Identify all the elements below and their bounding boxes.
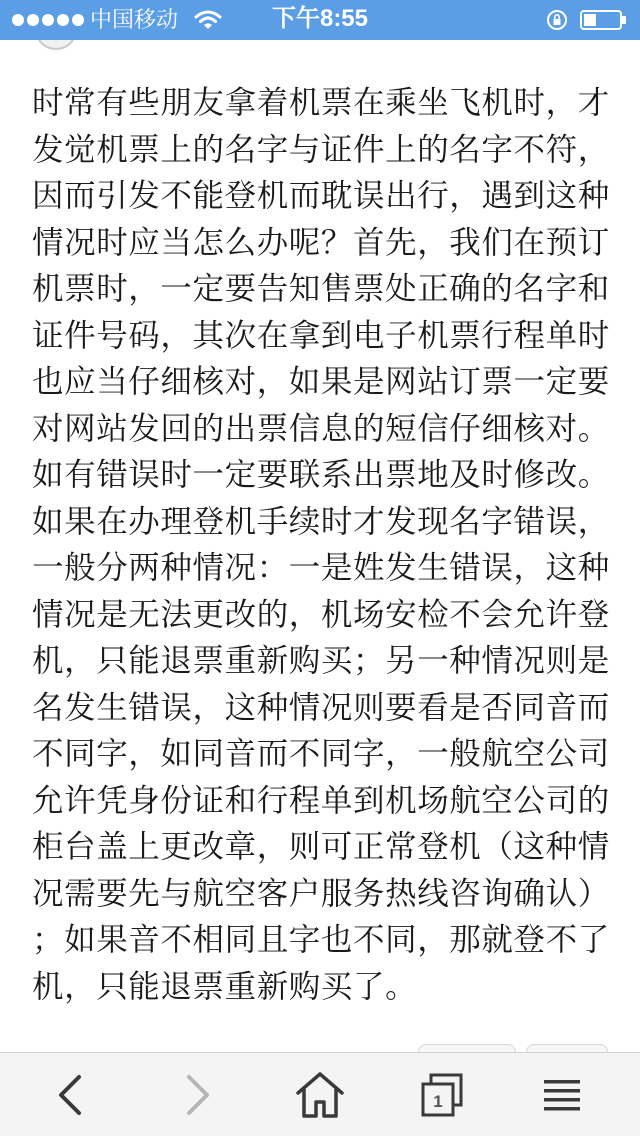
article-text <box>32 80 614 1010</box>
article-line: 如果在办理登机手续时才发现名字错误， <box>32 503 610 540</box>
article-line: 柜台盖上更改章，则可正常登机（这种情 <box>32 829 610 865</box>
forward-button[interactable] <box>158 1053 238 1136</box>
menu-icon <box>542 1077 582 1113</box>
back-button[interactable] <box>30 1053 110 1136</box>
battery-icon <box>580 10 628 30</box>
avatar <box>36 40 76 50</box>
tabs-icon <box>419 1072 465 1118</box>
carrier-name: 中国移动 <box>90 7 179 32</box>
partial-button[interactable] <box>526 1044 608 1052</box>
partial-button[interactable] <box>418 1044 516 1052</box>
article-line: 时常有些朋友拿着机票在乘坐飞机时，才 <box>32 85 610 121</box>
forward-icon <box>183 1073 213 1117</box>
tabs-button[interactable] <box>402 1053 482 1136</box>
status-bar <box>0 0 640 40</box>
back-icon <box>55 1073 85 1117</box>
article-line: 情况是无法更改的，机场安检不会允许登 <box>32 596 610 633</box>
status-time: 下午8:55 <box>271 5 369 32</box>
article-line: 机，只能退票重新购买了。 <box>32 968 418 1005</box>
article-line: 机票时，一定要告知售票处正确的名字和 <box>32 271 610 307</box>
article-line: 如有错误时一定要联系出票地及时修改。 <box>32 457 610 493</box>
article-line: 名发生错误，这种情况则要看是否同音而 <box>32 689 610 726</box>
article-content[interactable] <box>0 40 640 1052</box>
article-line: 机，只能退票重新购买；另一种情况则是 <box>32 643 610 679</box>
home-icon <box>294 1071 346 1119</box>
article-line: 况需要先与航空客户服务热线咨询确认） <box>32 875 610 912</box>
article-line: 发觉机票上的名字与证件上的名字不符， <box>32 131 610 168</box>
article-line: 证件号码，其次在拿到电子机票行程单时 <box>32 317 610 354</box>
browser-toolbar <box>0 1052 640 1136</box>
article-line: 对网站发回的出票信息的短信仔细核对。 <box>32 410 610 447</box>
article-line: 因而引发不能登机而耽误出行，遇到这种 <box>32 178 610 214</box>
article-line: 允许凭身份证和行程单到机场航空公司的 <box>32 782 610 819</box>
tab-count: 1 <box>433 1092 443 1111</box>
article-line: ；如果音不相同且字也不同，那就登不了 <box>32 922 610 958</box>
article-line: 一般分两种情况：一是姓发生错误，这种 <box>32 550 610 586</box>
article-line: 情况时应当怎么办呢？首先，我们在预订 <box>32 224 610 261</box>
menu-button[interactable] <box>522 1053 602 1136</box>
article-line: 也应当仔细核对，如果是网站订票一定要 <box>32 364 610 400</box>
orientation-lock-icon <box>546 9 568 31</box>
article-line: 不同字，如同音而不同字，一般航空公司 <box>32 736 610 772</box>
home-button[interactable] <box>280 1053 360 1136</box>
